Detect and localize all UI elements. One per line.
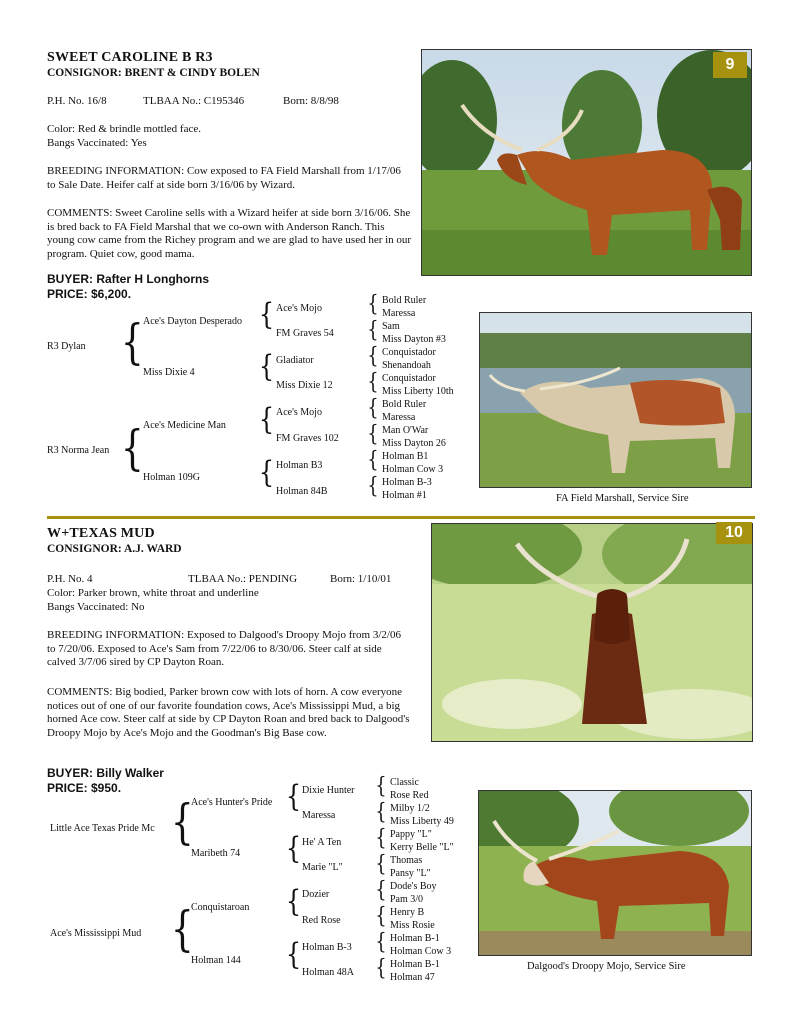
lot9-ped-ggg: Conquistador <box>382 347 436 358</box>
lot10-ped-ggg: Holman Cow 3 <box>390 946 452 957</box>
lot9-brace-ggg6: { <box>367 422 379 447</box>
lot10-ped-ggg: Classic <box>390 777 419 788</box>
lot10-brace-g3: { <box>285 884 302 919</box>
lot10-ped-ggg: Rose Red <box>390 790 429 801</box>
lot10-ped-gg8: Holman 48A <box>302 967 354 978</box>
lot9-ped-ggg: Miss Liberty 10th <box>382 386 454 397</box>
lot10-color: Color: Parker brown, white throat and underline <box>47 587 259 599</box>
lot9-ped-ggg: Holman #1 <box>382 490 427 501</box>
lot10-buyer: BUYER: Billy Walker <box>47 766 164 780</box>
lot9-bangs: Bangs Vaccinated: Yes <box>47 137 147 149</box>
lot9-ped-p1: R3 Dylan <box>47 341 86 352</box>
lot10-brace-dam: { <box>170 901 194 957</box>
lot10-brace-ggg3: { <box>375 826 387 851</box>
lot10-ped-gg7: Holman B-3 <box>302 942 352 953</box>
lot10-ped-ggg: Holman B-1 <box>390 959 440 970</box>
lot10-ped-ggg: Pappy "L" <box>390 829 432 840</box>
lot9-brace-g4: { <box>258 455 275 490</box>
lot10-ped-ggg: Holman 47 <box>390 972 435 983</box>
lot9-brace-g3: { <box>258 402 275 437</box>
lot9-comments: COMMENTS: Sweet Caroline sells with a Wizard heifer at side born 3/16/06. She is bred back to FA Field Marshal that we co-own with Anderson Ranch. This young cow came from the Richey program and we are glad to have used her in our program. Quiet cow, good mama. <box>47 207 412 260</box>
lot10-bangs: Bangs Vaccinated: No <box>47 601 145 613</box>
lot9-ped-ggg: Miss Dayton #3 <box>382 334 446 345</box>
lot10-number-badge: 10 <box>716 522 752 544</box>
lot9-ped-g2: Miss Dixie 4 <box>143 367 195 378</box>
lot9-brace-ggg7: { <box>367 448 379 473</box>
lot10-consignor: CONSIGNOR: A.J. WARD <box>47 543 182 555</box>
lot10-ped-ggg: Henry B <box>390 907 425 918</box>
lot10-ph: P.H. No. 4 <box>47 573 93 585</box>
lot10-ped-gg2: Maressa <box>302 810 336 821</box>
lot9-ped-p2: R3 Norma Jean <box>47 445 110 456</box>
lot9-ped-gg6: FM Graves 102 <box>276 433 339 444</box>
lot10-brace-ggg6: { <box>375 904 387 929</box>
lot10-service-sire-photo <box>478 790 752 956</box>
lot9-ped-gg1: Ace's Mojo <box>276 303 322 314</box>
lot10-title: W+TEXAS MUD <box>47 526 155 541</box>
lot10-ped-ggg: Miss Rosie <box>390 920 435 931</box>
lot9-ped-ggg: Bold Ruler <box>382 399 427 410</box>
lot9-number-badge: 9 <box>713 52 747 78</box>
lot10-ped-g2: Maribeth 74 <box>191 848 241 859</box>
lot9-brace-sire: { <box>120 314 144 370</box>
lot9-ped-g1: Ace's Dayton Desperado <box>143 316 242 327</box>
lot10-ped-g4: Holman 144 <box>191 955 241 966</box>
lot10-ped-ggg: Kerry Belle "L" <box>390 842 454 853</box>
lot9-ped-ggg: Man O'War <box>382 425 429 436</box>
lot9-price: PRICE: $6,200. <box>47 287 132 301</box>
lot10-breeding: BREEDING INFORMATION: Exposed to Dalgood's Droopy Mojo from 3/2/06 to 7/20/06. Exposed to Ace's Sam from 7/22/06 to 8/30/06. Steer calf at side calved 3/7/06 sired by CP Dayton Roan. <box>47 629 401 668</box>
lot9-brace-ggg3: { <box>367 344 379 369</box>
lot9-brace-g1: { <box>258 297 275 332</box>
lot10-ped-ggg: Pam 3/0 <box>390 894 424 905</box>
lot-divider <box>47 516 755 519</box>
lot10-ped-gg4: Marie "L" <box>302 862 343 873</box>
lot9-ped-gg3: Gladiator <box>276 355 314 366</box>
lot9-ph: P.H. No. 16/8 <box>47 95 107 107</box>
lot10-ped-p2: Ace's Mississippi Mud <box>50 928 142 939</box>
lot9-cow-photo <box>421 49 752 276</box>
lot9-ped-ggg: Bold Ruler <box>382 295 427 306</box>
lot9-ped-g3: Ace's Medicine Man <box>143 420 226 431</box>
lot9-ped-gg5: Ace's Mojo <box>276 407 322 418</box>
lot10-ped-ggg: Pansy "L" <box>390 868 431 879</box>
lot9-consignor: CONSIGNOR: BRENT & CINDY BOLEN <box>47 67 260 79</box>
lot9-ped-ggg: Sam <box>382 321 400 332</box>
lot10-cow-photo <box>431 523 753 742</box>
lot9-service-sire-photo <box>479 312 752 488</box>
lot9-ped-ggg: Holman Cow 3 <box>382 464 444 475</box>
lot10-ped-gg1: Dixie Hunter <box>302 785 355 796</box>
lot10-service-sire-caption: Dalgood's Droopy Mojo, Service Sire <box>527 961 686 972</box>
lot10-brace-ggg5: { <box>375 878 387 903</box>
lot10-brace-ggg2: { <box>375 800 387 825</box>
lot10-brace-g4: { <box>285 937 302 972</box>
lot9-color: Color: Red & brindle mottled face. <box>47 123 201 135</box>
lot10-brace-g2: { <box>285 831 302 866</box>
lot9-ped-ggg: Maressa <box>382 308 416 319</box>
lot9-title: SWEET CAROLINE B R3 <box>47 50 213 65</box>
lot10-ped-gg6: Red Rose <box>302 915 341 926</box>
lot10-brace-ggg7: { <box>375 930 387 955</box>
lot9-ped-ggg: Conquistador <box>382 373 436 384</box>
lot9-brace-ggg4: { <box>367 370 379 395</box>
lot9-buyer: BUYER: Rafter H Longhorns <box>47 272 209 286</box>
lot9-ped-ggg: Holman B-3 <box>382 477 432 488</box>
lot9-ped-g4: Holman 109G <box>143 472 200 483</box>
lot9-ped-ggg: Holman B1 <box>382 451 429 462</box>
lot9-ped-gg8: Holman 84B <box>276 486 328 497</box>
lot10-brace-g1: { <box>285 779 302 814</box>
lot9-breeding: BREEDING INFORMATION: Cow exposed to FA Field Marshall from 1/17/06 to Sale Date. Heifer calf at side born 3/16/06 by Wizard. <box>47 165 401 191</box>
lot10-ped-ggg: Miss Liberty 49 <box>390 816 454 827</box>
lot9-service-sire-caption: FA Field Marshall, Service Sire <box>556 493 689 504</box>
lot10-price: PRICE: $950. <box>47 781 122 795</box>
lot10-ped-ggg: Milby 1/2 <box>390 803 430 814</box>
lot10-brace-ggg1: { <box>375 774 387 799</box>
lot9-ped-ggg: Miss Dayton 26 <box>382 438 446 449</box>
lot10-comments: COMMENTS: Big bodied, Parker brown cow with lots of horn. A cow everyone notices out of one of our favorite foundation cows, Ace's Mississippi Mud, a big horned Ace cow. Steer calf at side by CP Dayton Roan and bred back to Dalgood's Droopy Mojo by Ace's Mojo and the Goodman's Big Base cow. <box>47 686 410 739</box>
lot10-ped-ggg: Dode's Boy <box>390 881 437 892</box>
lot9-ped-gg2: FM Graves 54 <box>276 328 334 339</box>
lot10-ped-p1: Little Ace Texas Pride Mc <box>50 823 155 834</box>
lot9-brace-ggg2: { <box>367 318 379 343</box>
lot10-ped-g1: Ace's Hunter's Pride <box>191 797 273 808</box>
lot10-brace-sire: { <box>170 794 194 850</box>
lot10-ped-gg3: He' A Ten <box>302 837 342 848</box>
lot10-born: Born: 1/10/01 <box>330 573 392 585</box>
lot9-brace-ggg5: { <box>367 396 379 421</box>
lot9-brace-ggg1: { <box>367 292 379 317</box>
lot9-ped-ggg: Shenandoah <box>382 360 431 371</box>
lot9-born: Born: 8/8/98 <box>283 95 339 107</box>
lot9-ped-gg7: Holman B3 <box>276 460 323 471</box>
lot9-ped-ggg: Maressa <box>382 412 416 423</box>
lot9-brace-g2: { <box>258 349 275 384</box>
lot10-tlbaa: TLBAA No.: PENDING <box>188 573 298 585</box>
lot10-ped-ggg: Holman B-1 <box>390 933 440 944</box>
lot10-brace-ggg4: { <box>375 852 387 877</box>
lot9-tlbaa: TLBAA No.: C195346 <box>143 95 245 107</box>
lot9-ped-gg4: Miss Dixie 12 <box>276 380 333 391</box>
lot9-brace-dam: { <box>120 420 144 476</box>
lot9-brace-ggg8: { <box>367 474 379 499</box>
lot10-ped-ggg: Thomas <box>390 855 423 866</box>
lot10-ped-gg5: Dozier <box>302 889 330 900</box>
lot10-brace-ggg8: { <box>375 956 387 981</box>
lot10-ped-g3: Conquistaroan <box>191 902 250 913</box>
